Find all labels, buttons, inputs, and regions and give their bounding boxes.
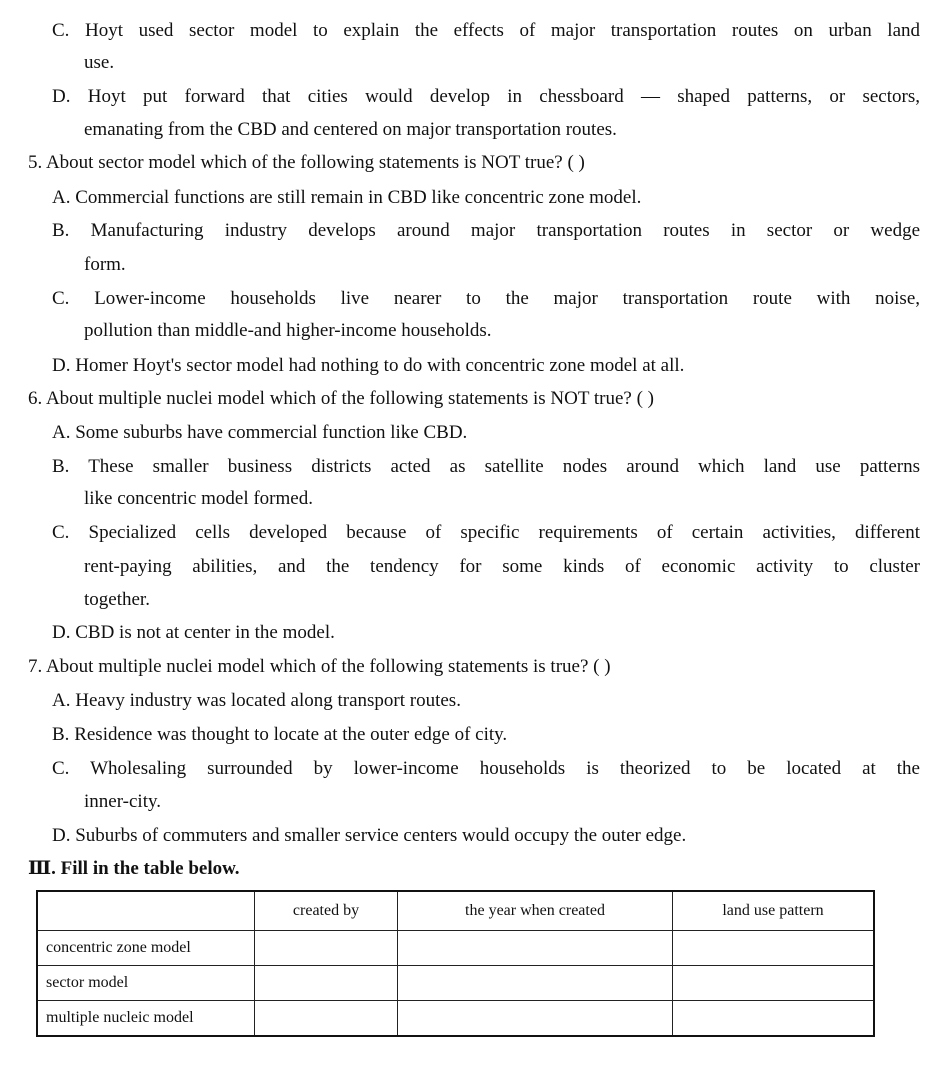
table-row [37, 931, 874, 966]
table-row [37, 966, 874, 1001]
option-text: Suburbs of commuters and smaller service centers would occupy the outer edge. [75, 825, 687, 846]
question-text: About multiple nuclei model which of the following statements is true? ( ) [45, 656, 611, 677]
option-text: Manufacturing industry develops around major transportation routes in sector or wedge [90, 220, 920, 241]
question-number: 6. [28, 388, 43, 409]
year-cell[interactable] [398, 966, 673, 1001]
option-label: C. [52, 758, 70, 779]
q5-option-c [52, 288, 920, 310]
header-year-created: the year when created [398, 891, 673, 931]
table-row [37, 1001, 874, 1037]
land-use-cell[interactable] [673, 1001, 875, 1037]
option-text: Hoyt put forward that cities would develop in chessboard — shaped patterns, or sectors, [87, 86, 920, 107]
option-text: Lower-income households live nearer to the major transportation route with noise, [94, 288, 921, 309]
question-number: 5. [28, 152, 43, 173]
question-5-stem [28, 152, 585, 174]
q7-option-a [52, 690, 461, 712]
option-text: Commercial functions are still remain in CBD like concentric zone model. [75, 187, 642, 208]
option-label: D. [52, 86, 71, 107]
row-label: concentric zone model [37, 931, 255, 966]
q7-option-c [52, 758, 920, 780]
option-label: D. [52, 825, 71, 846]
q6-option-b-cont: like concentric model formed. [84, 488, 313, 509]
option-label: C. [52, 20, 70, 41]
option-label: C. [52, 522, 70, 543]
option-text: Wholesaling surrounded by lower-income households is theorized to be located at the [90, 758, 920, 779]
q5-option-a [52, 187, 641, 209]
option-text: These smaller business districts acted as satellite nodes around which land use patterns [88, 456, 920, 477]
header-land-use-pattern: land use pattern [673, 891, 875, 931]
question-7-stem [28, 656, 611, 678]
q5-option-d [52, 355, 684, 377]
year-cell[interactable] [398, 1001, 673, 1037]
option-label: B. [52, 220, 70, 241]
option-label: C. [52, 288, 70, 309]
option-text: Heavy industry was located along transport routes. [75, 690, 461, 711]
q6-option-c-cont-1: rent-paying abilities, and the tendency for some kinds of economic activity to cluster [84, 556, 920, 577]
option-text: Specialized cells developed because of specific requirements of certain activities, different [88, 522, 921, 543]
question-number: 7. [28, 656, 43, 677]
option-label: D. [52, 622, 71, 643]
question-6-stem [28, 388, 654, 410]
created-by-cell[interactable] [255, 931, 398, 966]
q5-option-b-cont: form. [84, 254, 126, 275]
option-text: Hoyt used sector model to explain the effects of major transportation routes on urban land [85, 20, 920, 41]
row-label: multiple nucleic model [37, 1001, 255, 1037]
section-3-heading: Ⅲ. Fill in the table below. [28, 858, 240, 879]
land-use-cell[interactable] [673, 931, 875, 966]
q4-option-c [52, 20, 920, 42]
year-cell[interactable] [398, 931, 673, 966]
header-cell-empty [37, 891, 255, 931]
header-created-by: created by [255, 891, 398, 931]
question-text: About sector model which of the following statements is NOT true? ( ) [45, 152, 585, 173]
q6-option-b [52, 456, 920, 478]
q4-option-d-cont: emanating from the CBD and centered on major transportation routes. [84, 119, 617, 140]
option-text: CBD is not at center in the model. [75, 622, 335, 643]
option-label: A. [52, 187, 71, 208]
created-by-cell[interactable] [255, 966, 398, 1001]
table-header-row [37, 891, 874, 931]
option-text: Some suburbs have commercial function like CBD. [75, 422, 468, 443]
q6-option-d [52, 622, 335, 644]
option-label: A. [52, 690, 71, 711]
q4-option-c-cont: use. [84, 52, 115, 73]
q7-option-d [52, 825, 686, 847]
option-text: Homer Hoyt's sector model had nothing to do with concentric zone model at all. [75, 355, 685, 376]
option-label: D. [52, 355, 71, 376]
q6-option-c-cont-2: together. [84, 589, 150, 610]
q5-option-b [52, 220, 920, 242]
created-by-cell[interactable] [255, 1001, 398, 1037]
fill-in-table [36, 890, 875, 1037]
q5-option-c-cont: pollution than middle-and higher-income households. [84, 320, 492, 341]
option-label: B. [52, 724, 70, 745]
q4-option-d [52, 86, 920, 108]
row-label: sector model [37, 966, 255, 1001]
land-use-cell[interactable] [673, 966, 875, 1001]
q7-option-b [52, 724, 507, 746]
q6-option-c [52, 522, 920, 544]
question-text: About multiple nuclei model which of the following statements is NOT true? ( ) [45, 388, 655, 409]
option-label: A. [52, 422, 71, 443]
q6-option-a [52, 422, 467, 444]
option-text: Residence was thought to locate at the outer edge of city. [74, 724, 508, 745]
option-label: B. [52, 456, 70, 477]
q7-option-c-cont: inner-city. [84, 791, 161, 812]
